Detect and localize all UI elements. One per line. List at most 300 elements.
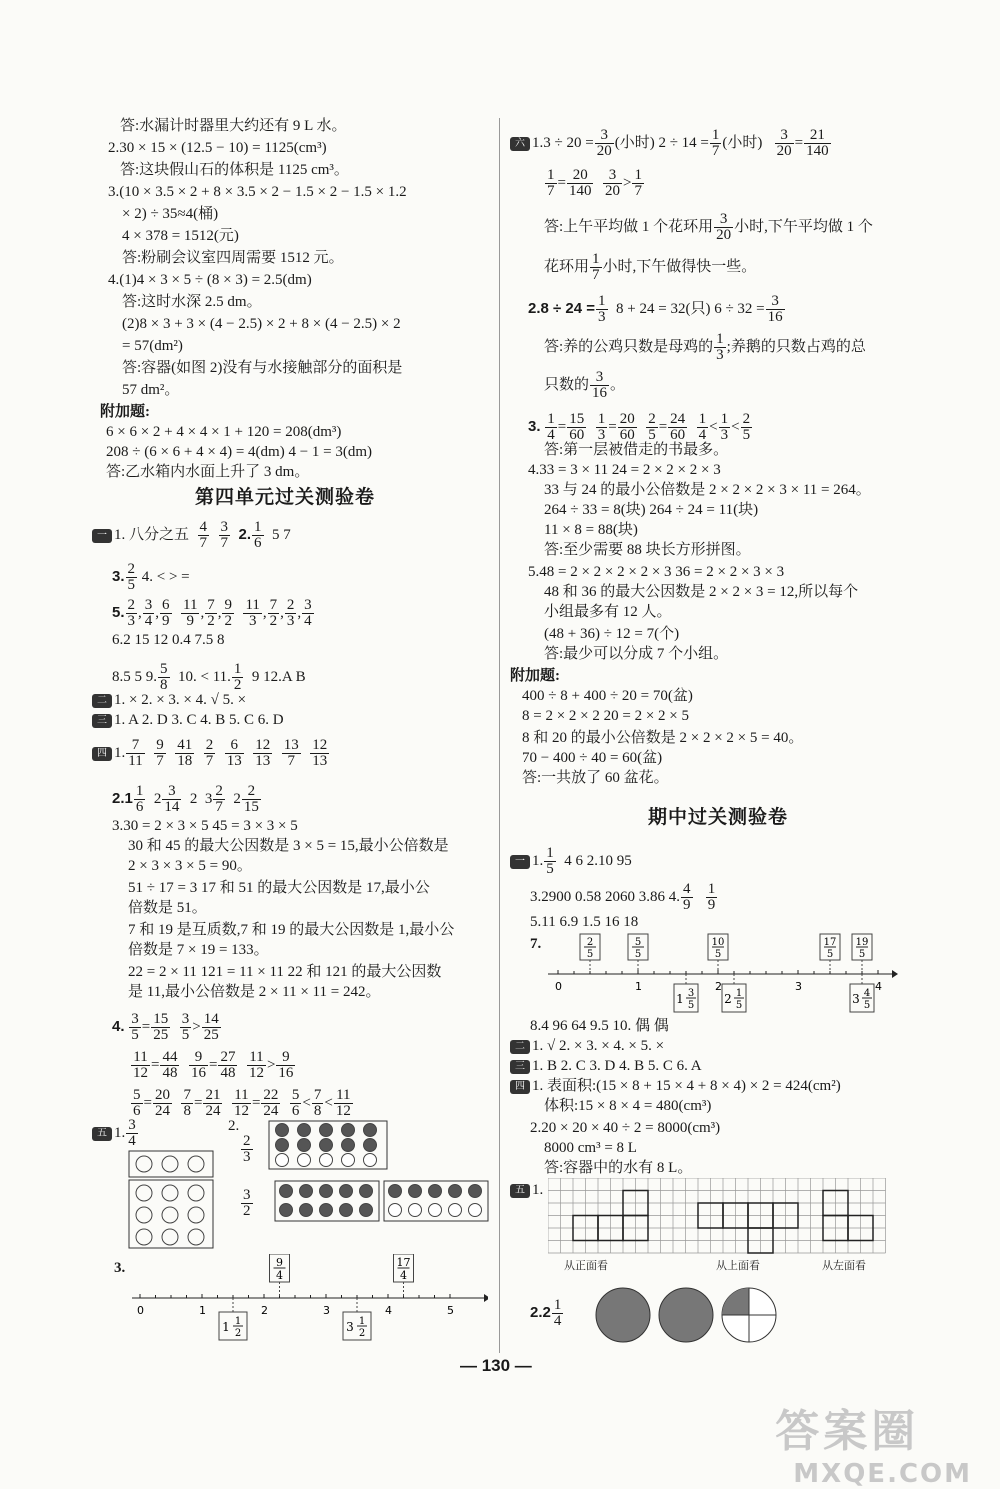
denominator: 16	[592, 385, 608, 401]
answer-line: 400 ÷ 8 + 400 ÷ 20 = 70(盆)	[522, 688, 693, 704]
page-number: — 130 —	[460, 1356, 532, 1375]
answer-line: 208 ÷ (6 × 6 + 4 × 4) = 4(dm) 4 − 1 = 3(dm)	[106, 444, 373, 460]
circle-group	[136, 1156, 204, 1245]
midterm-title: 期中过关测验卷	[648, 806, 789, 828]
denominator: 24	[263, 1103, 279, 1119]
answer-line: 5.11 6.9 1.5 16 18	[530, 914, 639, 930]
text: 答:上午平均做 1 个花环用	[544, 218, 714, 235]
fraction	[160, 1050, 179, 1081]
dot	[409, 1185, 422, 1198]
answer-line: 小组最多有 12 人。	[544, 604, 672, 620]
denominator: 7	[156, 753, 164, 769]
answer-line	[92, 738, 330, 769]
fraction	[175, 738, 194, 769]
fraction-list	[125, 737, 330, 769]
box-whole: 3	[852, 992, 860, 1006]
circle-grid-figure	[128, 1150, 214, 1250]
denominator: 3	[597, 427, 606, 443]
fraction	[205, 598, 217, 629]
numerator: 21	[205, 1087, 221, 1103]
numerator: 11	[247, 1050, 266, 1066]
numerator: 1	[546, 845, 554, 861]
denominator: 15	[243, 799, 259, 815]
dot	[340, 1185, 353, 1198]
dot	[449, 1204, 462, 1217]
section-badge: 一	[510, 855, 530, 869]
fraction	[596, 294, 608, 325]
answer-line	[92, 690, 246, 710]
numerator: 7	[313, 1087, 322, 1103]
text: 1.3 ÷ 20 =	[532, 134, 594, 151]
denominator: 2	[233, 677, 242, 693]
text: 2.2	[530, 1303, 551, 1321]
answer-line	[92, 520, 291, 551]
denominator: 140	[568, 183, 592, 199]
text: 3	[204, 790, 213, 807]
text: 1.	[532, 1182, 544, 1198]
numerator: 1	[592, 251, 600, 267]
box-numerator: 19	[855, 937, 869, 948]
dot	[360, 1185, 373, 1198]
denominator: 7	[205, 753, 214, 769]
text: 3.2900 0.58 2060 3.86 4.	[530, 888, 680, 905]
numerator: 1	[547, 411, 555, 427]
dot-figure-1	[268, 1120, 388, 1170]
answer-line	[530, 882, 718, 913]
tick-label: 2	[261, 1304, 268, 1317]
numerator: 3	[590, 370, 609, 386]
dot	[298, 1139, 311, 1152]
dot	[340, 1204, 353, 1217]
denominator: 60	[619, 427, 635, 443]
numerator: 2	[215, 783, 223, 799]
box-numerator: 5	[634, 937, 642, 948]
text: 小时,下午做得快一些。	[602, 258, 757, 275]
dot	[320, 1185, 333, 1198]
denominator: 7	[634, 183, 642, 199]
numerator: 20	[567, 168, 594, 184]
answer-line	[510, 846, 632, 877]
fraction	[334, 1088, 353, 1119]
denominator: 3	[716, 347, 724, 363]
dot	[300, 1204, 313, 1217]
text: ;养鹅的只数占鸡的总	[726, 338, 866, 355]
numerator: 6	[162, 597, 170, 613]
number-line-1	[128, 1254, 488, 1344]
denominator: 13	[312, 753, 328, 769]
dot	[342, 1124, 355, 1137]
dot-group	[280, 1185, 482, 1217]
answer-line: 30 和 45 的最大公因数是 3 × 5 = 15,最小公倍数是	[128, 838, 449, 854]
fraction	[552, 1298, 564, 1329]
dot	[409, 1204, 422, 1217]
box-whole: 3	[346, 1320, 354, 1334]
fraction	[697, 412, 709, 443]
denominator: 6	[291, 1103, 300, 1119]
numerator: 9	[276, 1050, 295, 1066]
answer-line: 11 × 8 = 88(块)	[544, 522, 638, 538]
box-numerator: 17	[396, 1256, 411, 1269]
fraction	[567, 168, 594, 199]
fraction	[204, 738, 216, 769]
box-denominator: 5	[858, 949, 866, 960]
fraction	[646, 412, 658, 443]
fraction	[545, 412, 557, 443]
fraction	[232, 662, 244, 693]
answer-line: 答:水漏计时器里大约还有 9 L 水。	[120, 118, 347, 134]
section-badge: 二	[510, 1040, 530, 1054]
text: 8 + 24 = 32(只) 6 ÷ 32 =	[616, 300, 765, 317]
numerator: 2	[127, 561, 136, 577]
fraction	[202, 1012, 221, 1043]
denominator: 7	[592, 267, 600, 283]
text: 4.	[112, 1017, 125, 1035]
denominator: 7	[215, 799, 223, 815]
denominator: 2	[269, 613, 278, 629]
text: 1.	[532, 852, 544, 869]
box-numerator: 4	[863, 988, 871, 999]
fraction	[544, 846, 556, 877]
fraction	[545, 168, 557, 199]
dot	[429, 1204, 442, 1217]
answer-line: 8 = 2 × 2 × 2 20 = 2 × 2 × 5	[522, 708, 690, 724]
fraction	[225, 738, 244, 769]
circle	[136, 1156, 152, 1172]
answer-line	[544, 370, 625, 401]
fraction	[766, 294, 785, 325]
denominator: 12	[335, 1103, 351, 1119]
separator	[167, 745, 175, 761]
separator	[235, 605, 243, 621]
answer-line: 2.30 × 15 × (12.5 − 10) = 1125(cm³)	[108, 140, 327, 156]
box-denominator: 5	[826, 949, 834, 960]
fraction	[131, 1088, 143, 1119]
tick-label: 1	[635, 980, 642, 993]
denominator: 5	[131, 1027, 139, 1043]
watermark	[775, 1395, 972, 1489]
denominator: 16	[278, 1065, 294, 1081]
full-circle	[596, 1288, 650, 1342]
fraction	[567, 412, 586, 443]
denominator: 16	[190, 1065, 206, 1081]
fraction	[160, 598, 172, 629]
numerator: 7	[183, 1087, 191, 1103]
box-denominator: 5	[863, 1000, 871, 1011]
numerator: 1	[135, 783, 144, 799]
denominator: 12	[233, 1103, 249, 1119]
denominator: 25	[203, 1027, 219, 1043]
fraction	[618, 412, 637, 443]
dot	[276, 1154, 289, 1167]
numerator: 7	[269, 597, 278, 613]
numerator: 1	[720, 411, 729, 427]
dot	[320, 1154, 333, 1167]
fraction	[632, 168, 644, 199]
answer-line: 2 × 3 × 3 × 5 = 90。	[128, 858, 252, 874]
answer-line	[112, 598, 315, 629]
fraction	[268, 598, 280, 629]
denominator: 3	[598, 309, 606, 325]
fraction	[243, 598, 261, 629]
tick-label: 5	[447, 1304, 454, 1317]
numerator: 22	[263, 1087, 279, 1103]
answer-line: 5.48 = 2 × 2 × 2 × 2 × 3 36 = 2 × 2 × 3 × 3	[528, 564, 785, 580]
fraction	[590, 252, 602, 283]
answer-line: 答:第一层被借走的书最多。	[544, 442, 729, 458]
fraction	[126, 562, 138, 593]
answer-line	[92, 1118, 139, 1149]
separator: ,	[262, 604, 267, 621]
fraction	[276, 1050, 295, 1081]
fraction	[131, 1050, 150, 1081]
fraction	[162, 784, 181, 815]
denominator: 6	[133, 1103, 141, 1119]
numerator: 3	[144, 597, 153, 613]
tick-label: 1	[199, 1304, 206, 1317]
answer-line	[112, 562, 190, 593]
text: 2.	[238, 525, 252, 543]
answer-line: $\frac{11}{12}$ = $\frac{44}{48}$ $\frac{9}{16}$ = $\frac{27}{48}$ $\frac{11}{12}$ > $\frac{9}{16}$	[133, 1049, 294, 1081]
dot	[449, 1185, 462, 1198]
circle-pie-figure	[594, 1286, 780, 1344]
numerator: 15	[153, 1011, 169, 1027]
answer-line: 22 = 2 × 11 121 = 11 × 11 22 和 121 的最大公因数	[128, 964, 442, 980]
numerator: 24	[670, 411, 686, 427]
dot	[389, 1204, 402, 1217]
denominator: 6	[135, 799, 144, 815]
text: 1. √ 2. × 3. × 4. × 5. ×	[532, 1038, 665, 1054]
answer-line: $\frac{1}{7}$ = $\frac{20}{140}$ $\frac{3}{20}$ > $\frac{1}{7}$	[547, 167, 642, 199]
fraction	[126, 738, 144, 769]
denominator: 140	[806, 143, 829, 159]
denominator: 12	[133, 1065, 148, 1081]
answer-line	[510, 1056, 702, 1076]
text: 2	[153, 790, 162, 807]
numerator: 11	[245, 597, 260, 613]
dot	[360, 1204, 373, 1217]
answer-line: (2)8 × 3 + 3 × (4 − 2.5) × 2 + 8 × (4 − 2.5) × 2	[122, 316, 401, 332]
denominator: 25	[153, 1027, 169, 1043]
section-badge: 一	[92, 529, 112, 543]
text: 4 6 2.10 95	[564, 852, 632, 869]
numerator: 3	[128, 1117, 136, 1133]
dot	[469, 1185, 482, 1198]
top-view-caption: 从上面看	[716, 1259, 760, 1272]
numerator: 3	[595, 128, 614, 144]
fraction	[804, 128, 831, 159]
separator	[173, 605, 181, 621]
answer-line	[112, 662, 306, 693]
text: 4. < > =	[141, 568, 190, 585]
denominator: 24	[154, 1103, 170, 1119]
answer-line: 六 1.3 ÷ 20 = $\frac{3}{20}$ (小时) 2 ÷ 14 = $\frac{1}{7}$ (小时) $\frac{3}{20}$ = $\frac{21}{140}$	[510, 128, 832, 159]
fraction	[180, 1012, 192, 1043]
separator	[302, 745, 310, 761]
dot	[342, 1139, 355, 1152]
box-denominator: 5	[687, 1000, 695, 1011]
box-denominator: 4	[400, 1269, 407, 1282]
numerator: 7	[207, 597, 215, 613]
text: 1. 表面积:(15 × 8 + 15 × 4 + 8 × 4) × 2 = 424(cm²)	[532, 1078, 841, 1094]
extra-title: 附加题:	[510, 668, 560, 684]
dot	[298, 1154, 311, 1167]
fraction	[706, 882, 718, 913]
fraction	[595, 128, 614, 159]
separator: ,	[138, 604, 142, 621]
numerator: 5	[133, 1087, 141, 1103]
dot	[276, 1139, 289, 1152]
dot	[364, 1154, 377, 1167]
denominator: 18	[177, 753, 193, 769]
section-badge: 四	[510, 1080, 530, 1094]
box-numerator: 1	[735, 988, 743, 999]
fraction	[241, 1188, 253, 1219]
numerator: 1	[553, 1297, 562, 1313]
answer-line: 8.4 96 64 9.5 10. 偶 偶	[530, 1018, 669, 1034]
circle	[188, 1229, 204, 1245]
box-denominator: 5	[735, 1000, 743, 1011]
denominator: 9	[683, 897, 691, 913]
answer-line: 4 × 378 = 1512(元)	[122, 228, 239, 244]
dot	[298, 1124, 311, 1137]
denominator: 20	[776, 143, 792, 159]
circle	[188, 1207, 204, 1223]
fraction	[668, 412, 687, 443]
dot	[389, 1185, 402, 1198]
denominator: 13	[226, 753, 242, 769]
denominator: 4	[547, 427, 555, 443]
answer-line: 答:容器中的水有 8 L。	[544, 1160, 693, 1176]
answer-line	[510, 1036, 664, 1056]
numerator: 14	[203, 1011, 219, 1027]
text: 3.	[112, 567, 125, 585]
numerator: 15	[569, 411, 585, 427]
numerator: 44	[162, 1049, 178, 1065]
answer-line: 6.2 15 12 0.4 7.5 8	[112, 632, 225, 648]
answer-line	[92, 710, 284, 730]
denominator: 20	[716, 227, 732, 243]
tick-label: 4	[385, 1304, 392, 1317]
circle	[136, 1185, 152, 1201]
answer-line: 264 ÷ 33 = 8(块) 264 ÷ 24 = 11(块)	[544, 502, 759, 518]
numerator: 21	[804, 128, 831, 144]
numerator: 3	[181, 1011, 190, 1027]
answer-line: 3. $\frac{1}{4}$ = $\frac{15}{60}$ $\frac{1}{3}$ = $\frac{20}{60}$ $\frac{2}{5}$ = $\frac{24}{60}$ $\frac{1}{4}$ < $\frac{1}{3}$ < $\frac{2}{5}$	[528, 411, 751, 443]
watermark-line2: MXQE.COM	[793, 1459, 972, 1489]
answer-line: = 57(dm²)	[122, 338, 183, 354]
numerator: 3	[775, 128, 794, 144]
answer-line: 70 − 400 ÷ 40 = 60(盆)	[522, 750, 663, 766]
numerator: 1	[711, 127, 720, 143]
answer-line	[510, 1076, 841, 1096]
text: 8.5 5 9.	[112, 668, 157, 685]
denominator: 2	[243, 1203, 251, 1219]
text: 1.	[114, 1124, 126, 1141]
numerator: 41	[177, 737, 193, 753]
fraction	[241, 1134, 253, 1165]
column-divider	[499, 118, 500, 1353]
denominator: 3	[720, 427, 729, 443]
separator	[245, 745, 253, 761]
box-denominator: 5	[586, 949, 594, 960]
fraction	[222, 598, 234, 629]
box-numerator: 10	[711, 937, 725, 948]
denominator: 5	[648, 427, 656, 443]
fraction	[253, 738, 272, 769]
text: 小时,下午平均做 1 个	[734, 218, 873, 235]
answer-line: 2.20 × 20 × 40 ÷ 2 = 8000(cm³)	[530, 1120, 721, 1136]
tick-label: 3	[323, 1304, 330, 1317]
fraction	[290, 1088, 302, 1119]
answer-line: 57 dm²。	[122, 382, 180, 398]
answer-line: 答:粉刷会议室四周需要 1512 元。	[122, 250, 344, 266]
extra-title: 附加题:	[100, 404, 150, 420]
text: (小时) 2 ÷ 14 =	[614, 134, 709, 151]
section-badge: 四	[92, 747, 112, 761]
numerator: 11	[232, 1088, 251, 1104]
dot	[320, 1139, 333, 1152]
separator	[195, 745, 203, 761]
denominator: 16	[767, 309, 783, 325]
numerator: 13	[283, 737, 299, 753]
numerator: 3	[766, 294, 785, 310]
answer-line: 答:一共放了 60 盆花。	[522, 770, 669, 786]
grid-box-top	[129, 1151, 213, 1177]
text: 只数的	[544, 376, 590, 393]
text: 9 12.A B	[251, 668, 306, 685]
box-numerator: 1	[358, 1316, 366, 1327]
circle	[162, 1185, 178, 1201]
fraction	[213, 784, 225, 815]
answer-line: 倍数是 51。	[128, 900, 207, 916]
answer-line: 51 ÷ 17 = 3 17 和 51 的最大公因数是 17,最小公	[128, 880, 430, 896]
answer-line: × 2) ÷ 35≈4(桶)	[122, 206, 219, 222]
answer-line: 7 和 19 是互质数,7 和 19 的最大公因数是 1,最小公	[128, 922, 455, 938]
denominator: 5	[742, 427, 751, 443]
fraction	[198, 520, 210, 551]
answer-line	[240, 1134, 254, 1165]
fraction	[714, 332, 726, 363]
denominator: 3	[243, 1149, 251, 1165]
text: 1. A 2. D 3. C 4. B 5. C 6. D	[114, 712, 284, 728]
numerator: 20	[154, 1087, 170, 1103]
fraction	[310, 738, 329, 769]
fraction	[154, 738, 166, 769]
section-badge: 三	[92, 714, 112, 728]
quarter-fill	[722, 1288, 749, 1315]
answer-line: 答:乙水箱内水面上升了 3 dm。	[106, 464, 310, 480]
denominator: 7	[220, 535, 229, 551]
circle	[136, 1229, 152, 1245]
fraction	[126, 598, 138, 629]
fraction	[681, 882, 693, 913]
numerator: 11	[334, 1088, 353, 1104]
denominator: 5	[546, 861, 554, 877]
text: 2	[233, 790, 241, 807]
answer-line	[112, 784, 262, 815]
answer-line: 体积:15 × 8 × 4 = 480(cm³)	[544, 1098, 712, 1114]
dot	[429, 1185, 442, 1198]
separator: ,	[200, 604, 205, 621]
fraction	[232, 1088, 251, 1119]
text: 答:养的公鸡只数是母鸡的	[544, 338, 714, 355]
tick-label: 0	[555, 980, 562, 993]
box-whole: 1	[676, 992, 684, 1006]
numerator: 9	[189, 1050, 208, 1066]
box-denominator: 5	[714, 949, 722, 960]
numerator: 6	[225, 738, 244, 754]
denominator: 48	[220, 1065, 236, 1081]
